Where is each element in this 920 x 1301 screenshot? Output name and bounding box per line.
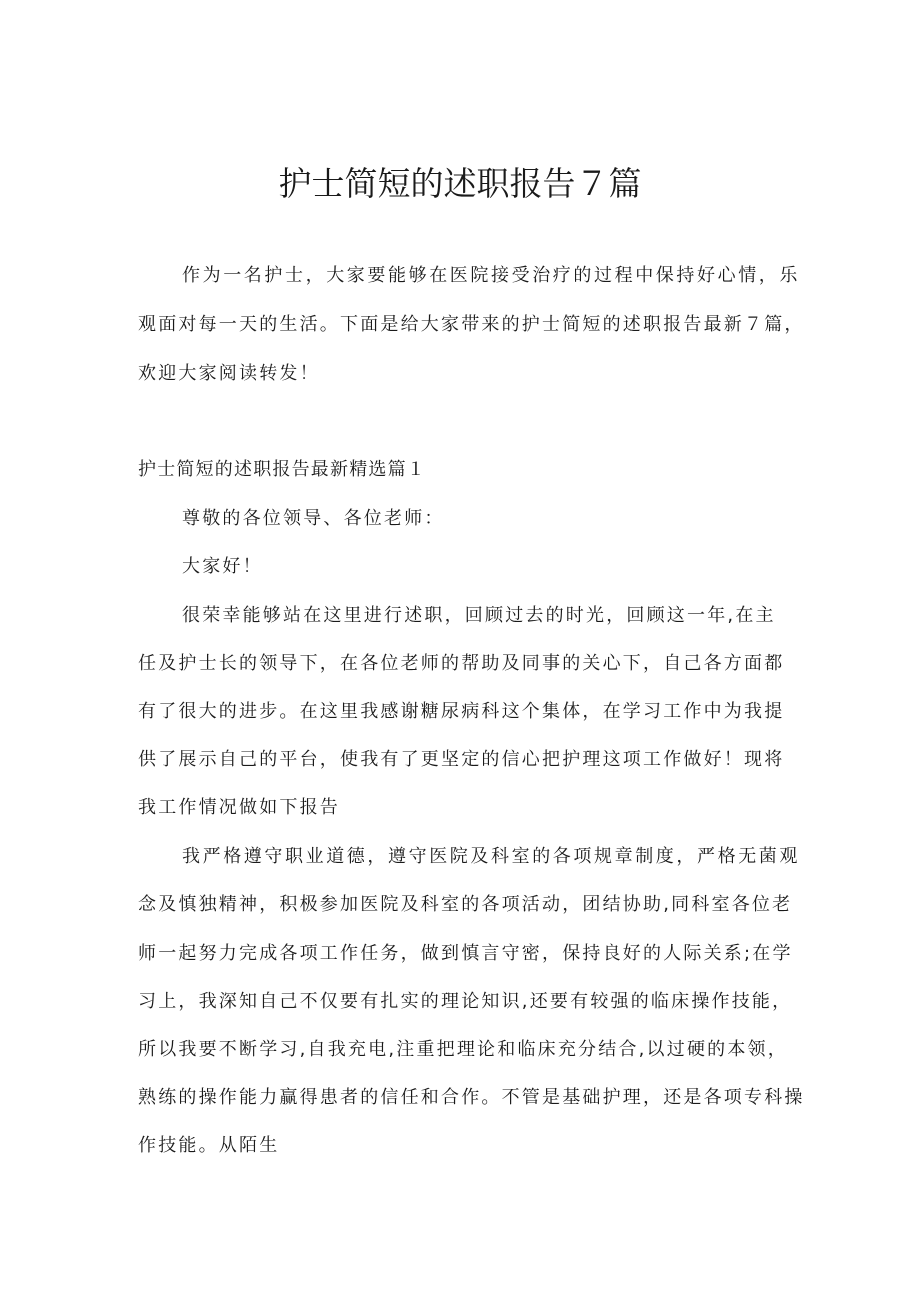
intro-line-1: 作为一名护士，大家要能够在医院接受治疗的过程中保持好心情，乐 <box>182 265 800 286</box>
paragraph2-line-6: 熟练的操作能力赢得患者的信任和合作。不管是基础护理，还是各项专科操 <box>138 1087 805 1108</box>
paragraph2-line-3: 师一起努力完成各项工作任务，做到慎言守密，保持良好的人际关系;在学 <box>138 943 793 964</box>
paragraph1-line-2: 任及护士长的领导下，在各位老师的帮助及同事的关心下，自己各方面都 <box>138 653 785 674</box>
paragraph2-line-4: 习上，我深知自己不仅要有扎实的理论知识,还要有较强的临床操作技能， <box>138 991 793 1012</box>
intro-line-3: 欢迎大家阅读转发！ <box>138 363 320 384</box>
paragraph1-line-5: 我工作情况做如下报告 <box>138 797 340 818</box>
document-title: 护士简短的述职报告７篇 <box>278 164 642 203</box>
paragraph2-line-2: 念及慎独精神，积极参加医院及科室的各项活动，团结协助,同科室各位老 <box>138 894 793 915</box>
paragraph1-line-4: 供了展示自己的平台，使我有了更坚定的信心把护理这项工作做好！现将 <box>138 749 785 770</box>
section-heading: 护士简短的述职报告最新精选篇１ <box>138 459 426 480</box>
paragraph1-line-3: 有了很大的进步。在这里我感谢糖尿病科这个集体，在学习工作中为我提 <box>138 701 785 722</box>
intro-line-2: 观面对每一天的生活。下面是给大家带来的护士简短的述职报告最新７篇， <box>138 314 805 335</box>
paragraph2-line-7: 作技能。从陌生 <box>138 1135 280 1156</box>
paragraph1-line-1: 很荣幸能够站在这里进行述职，回顾过去的时光，回顾这一年,在主 <box>182 605 776 626</box>
salutation: 尊敬的各位领导、各位老师： <box>182 508 445 529</box>
greeting: 大家好！ <box>182 556 263 577</box>
paragraph2-line-1: 我严格遵守职业道德，遵守医院及科室的各项规章制度，严格无菌观 <box>182 846 800 867</box>
paragraph2-line-5: 所以我要不断学习,自我充电,注重把理论和临床充分结合,以过硬的本领， <box>138 1039 788 1060</box>
